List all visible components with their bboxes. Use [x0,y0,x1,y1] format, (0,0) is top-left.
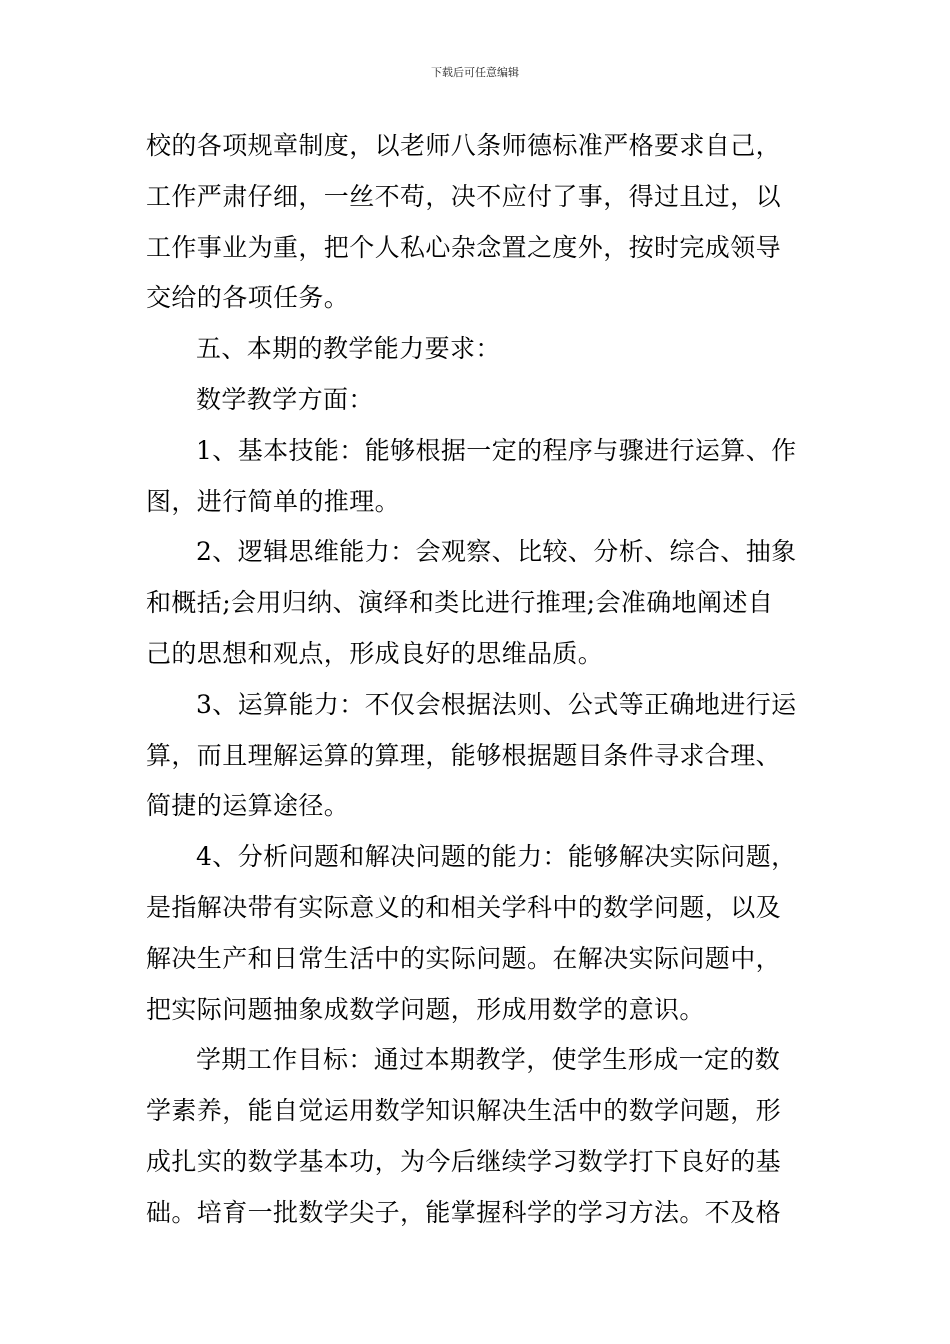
page-header: 下载后可任意编辑 [431,66,519,79]
paragraph-start: 3、运算能力：不仅会根据法则、公式等正确地进行运 [196,689,797,719]
paragraph-start: 1、基本技能：能够根据一定的程序与骤进行运算、作 [196,435,797,465]
text-line: 成扎实的数学基本功，为今后继续学习数学打下良好的基 [146,1146,782,1176]
paragraph-start: 学期工作目标：通过本期教学，使学生形成一定的数 [196,1045,781,1075]
text-line: 学素养，能自觉运用数学知识解决生活中的数学问题，形 [146,1096,782,1126]
text-line: 校的各项规章制度，以老师八条师德标准严格要求自己， [146,131,782,160]
text-line: 简捷的运算途径。 [146,791,350,821]
text-line: 图，进行简单的推理。 [146,486,401,516]
text-line: 己的思想和观点，形成良好的思维品质。 [146,638,604,668]
text-line: 工作事业为重，把个人私心杂念置之度外，按时完成领导 [146,232,782,262]
text-line: 解决生产和日常生活中的实际问题。在解决实际问题中， [146,943,782,973]
section-heading: 五、本期的教学能力要求： [196,334,501,364]
text-line: 把实际问题抽象成数学问题，形成用数学的意识。 [146,994,705,1024]
paragraph-start: 4、分析问题和解决问题的能力：能够解决实际问题， [196,842,797,872]
text-line: 和概括;会用归纳、演绎和类比进行推理;会准确地阐述自 [146,588,774,618]
document-body [146,121,806,1239]
text-line: 算，而且理解运算的算理，能够根据题目条件寻求合理、 [146,740,782,770]
text-line: 础。培育一批数学尖子，能掌握科学的学习方法。不及格 [146,1197,782,1227]
paragraph-start: 2、逻辑思维能力：会观察、比较、分析、综合、抽象 [196,537,797,567]
text-line: 交给的各项任务。 [146,283,350,313]
text-line: 是指解决带有实际意义的和相关学科中的数学问题，以及 [146,892,782,922]
text-line: 工作严肃仔细，一丝不苟，决不应付了事，得过且过，以 [146,181,782,211]
subsection-heading: 数学教学方面： [196,384,374,414]
